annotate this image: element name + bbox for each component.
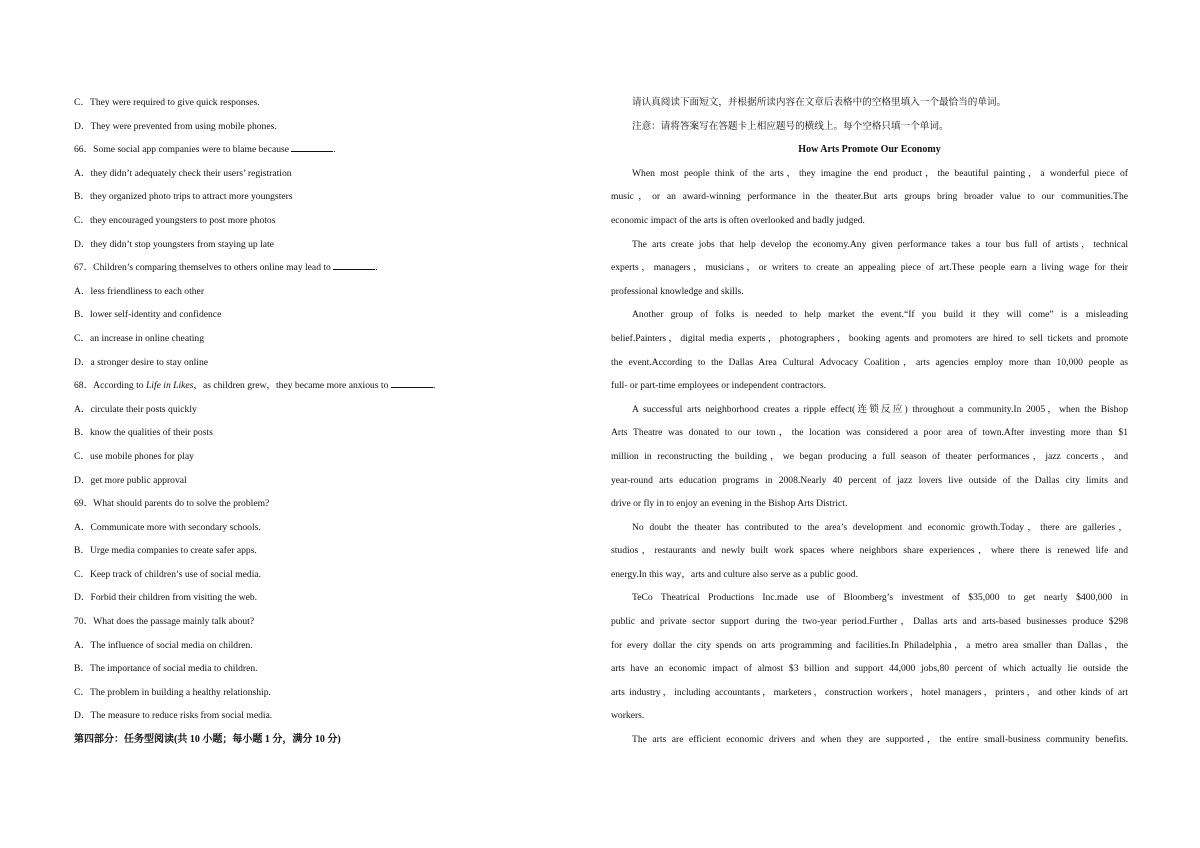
q68-option-b: B．know the qualities of their posts xyxy=(74,427,213,439)
q70-stem: 70．What does the passage mainly talk about? xyxy=(74,616,255,628)
left-column xyxy=(74,91,574,752)
passage-line: public and private sector support during the two-year period.Further，Dallas arts and arts-based businesses produce $298 xyxy=(611,616,1128,628)
passage-line: full- or part-time employees or independent contractors. xyxy=(611,380,826,392)
q67-option-d: D．a stronger desire to stay online xyxy=(74,356,209,368)
passage-line: drive or fly in to enjoy an evening in the Bishop Arts District. xyxy=(611,498,848,510)
passage-line: The arts create jobs that help develop the economy.Any given performance takes a tour bus full of artists，technical xyxy=(632,238,1128,250)
q66-option-a: A．they didn’t adequately check their users’ registration xyxy=(74,167,292,179)
book-title: Life in Likes xyxy=(145,380,194,392)
right-column xyxy=(611,91,1128,752)
passage-line: No doubt the theater has contributed to the area’s development and economic growth.Today，there are galleries， xyxy=(632,521,1128,533)
passage-line: professional knowledge and skills. xyxy=(611,285,744,297)
passage-line: A successful arts neighborhood creates a ripple effect(连锁反应) throughout a community.In 2005，when the Bishop xyxy=(632,403,1128,415)
q67-stem: 67．Children’s comparing themselves to others online may lead to . xyxy=(74,262,378,274)
passage-title: How Arts Promote Our Economy xyxy=(798,144,941,156)
passage-line: workers. xyxy=(611,710,645,722)
q69-option-d: D．Forbid their children from visiting the web. xyxy=(74,592,258,604)
q65-option-d: D．They were prevented from using mobile phones. xyxy=(74,120,277,132)
passage-line: TeCo Theatrical Productions Inc.made use of Bloomberg’s investment of $35,000 to get nearly $400,000 in xyxy=(632,592,1128,604)
q67-option-b: B．lower self-identity and confidence xyxy=(74,309,222,321)
passage-line: The arts are efficient economic drivers and when they are supported，the entire small-business community benefits. xyxy=(632,734,1128,746)
q66-option-d: D．they didn’t stop youngsters from staying up late xyxy=(74,238,274,250)
passage-line: studios，restaurants and newly built work spaces where neighbors share experiences，where there is renewed life and xyxy=(611,545,1128,557)
passage-line: When most people think of the arts，they imagine the end product，the beautiful painting，a wonderful piece of xyxy=(632,167,1128,179)
answer-blank xyxy=(391,379,433,388)
passage-line: the event.According to the Dallas Area Cultural Advocacy Coalition，arts agencies employ more than 10,000 people as xyxy=(611,356,1128,368)
passage-line: music，or an award-winning performance in the theater.But arts groups bring broader value to our communities.The xyxy=(611,191,1128,203)
q70-option-a: A．The influence of social media on children. xyxy=(74,639,253,651)
passage-line: arts have an economic impact of almost $3 billion and support 44,000 jobs,80 percent of which actually lie outside the xyxy=(611,663,1128,675)
passage-line: Another group of folks is needed to help market the event.“If you build it they will come” is a misleading xyxy=(632,309,1128,321)
q69-stem: 69．What should parents do to solve the problem? xyxy=(74,498,270,510)
q66-option-b: B．they organized photo trips to attract more youngsters xyxy=(74,191,293,203)
instruction-line: 请认真阅读下面短文，并根据所读内容在文章后表格中的空格里填入一个最恰当的单词。 xyxy=(632,97,1007,108)
q66-option-c: C．they encouraged youngsters to post more photos xyxy=(74,214,276,226)
q69-option-a: A．Communicate more with secondary schools. xyxy=(74,521,261,533)
instruction-line: 注意：请将答案写在答题卡上相应题号的横线上。每个空格只填一个单词。 xyxy=(632,120,949,132)
q68-option-a: A．circulate their posts quickly xyxy=(74,403,197,415)
q67-option-c: C．an increase in online cheating xyxy=(74,332,205,344)
answer-blank xyxy=(291,143,333,152)
q68-option-c: C．use mobile phones for play xyxy=(74,450,194,462)
q67-option-a: A．less friendliness to each other xyxy=(74,285,205,297)
passage-body xyxy=(611,162,1128,752)
q66-stem: 66．Some social app companies were to blame because . xyxy=(74,144,336,156)
q70-option-d: D．The measure to reduce risks from social media. xyxy=(74,710,273,722)
passage-line: for every dollar the city spends on arts programming and facilities.In Philadelphia，a metro area smaller than Dallas，the xyxy=(611,639,1128,651)
passage-line: belief.Painters，digital media experts，photographers，booking agents and promoters are hired to sell tickets and promote xyxy=(611,332,1128,344)
passage-line: Arts Theatre was donated to our town，the location was considered a poor area of town.After investing more than $1 xyxy=(611,427,1128,439)
passage-line: experts，managers，musicians，or writers to create an appealing piece of art.These people earn a living wage for their xyxy=(611,262,1128,274)
q68-stem: 68．According to Life in Likes，as children grew，they became more anxious to . xyxy=(74,380,436,392)
q70-option-b: B．The importance of social media to children. xyxy=(74,663,258,675)
q68-option-d: D．get more public approval xyxy=(74,474,187,486)
passage-line: year-round arts education programs in 2008.Nearly 40 percent of jazz lovers live outside of the Dallas city limits and xyxy=(611,474,1128,486)
passage-line: economic impact of the arts is often overlooked and badly judged. xyxy=(611,214,865,226)
answer-blank xyxy=(333,261,375,270)
q70-option-c: C．The problem in building a healthy relationship. xyxy=(74,686,271,698)
section-heading: 第四部分：任务型阅读(共 10 小题；每小题 1 分，满分 10 分) xyxy=(74,734,341,746)
passage-line: million in reconstructing the building，we began producing a full season of theater performances，jazz concerts，and xyxy=(611,450,1128,462)
q69-option-c: C．Keep track of children’s use of social media. xyxy=(74,568,262,580)
q69-option-b: B．Urge media companies to create safer apps. xyxy=(74,545,257,557)
q65-option-c: C．They were required to give quick responses. xyxy=(74,97,260,108)
passage-line: arts industry，including accountants，marketers，construction workers，hotel managers，printers，and other kinds of art xyxy=(611,686,1128,698)
passage-line: energy.In this way，arts and culture also serve as a public good. xyxy=(611,568,858,580)
